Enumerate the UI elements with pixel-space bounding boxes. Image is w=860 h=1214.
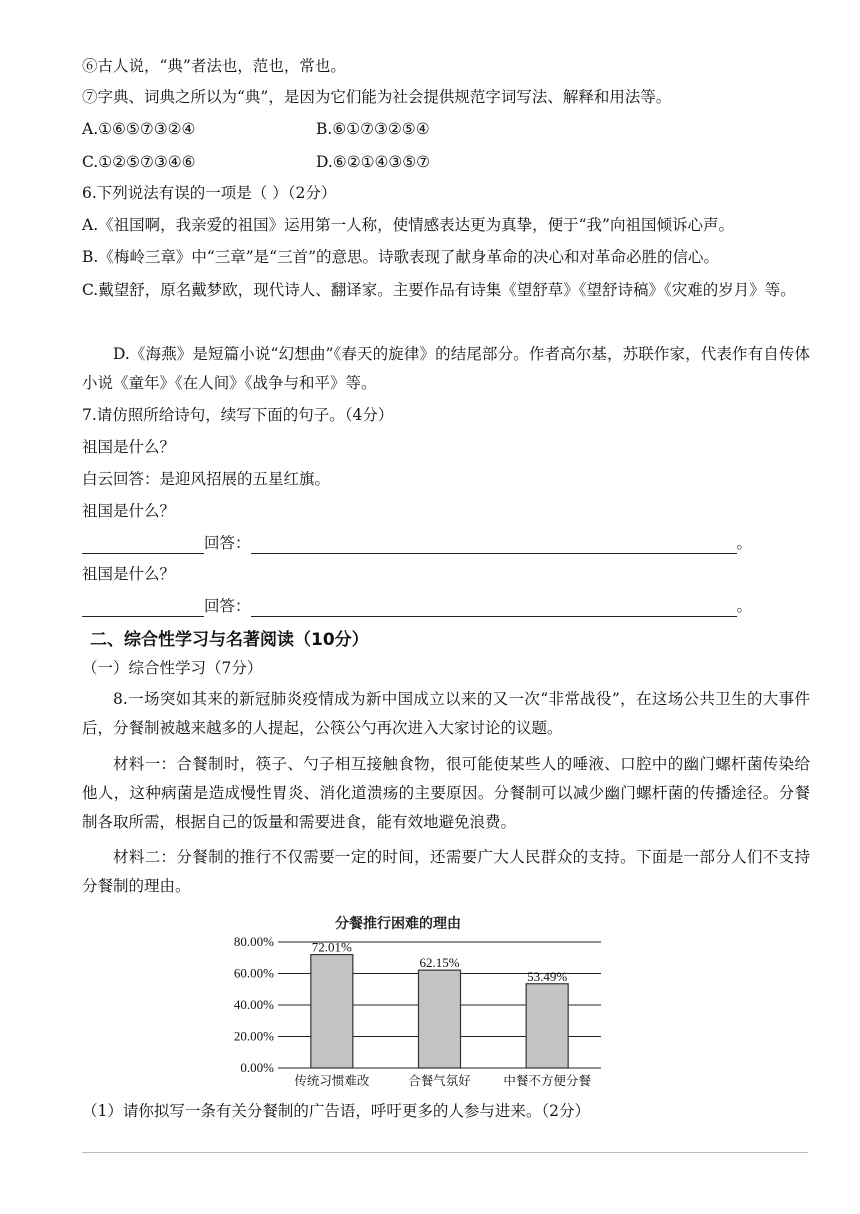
answer-blank-2[interactable] xyxy=(251,600,737,617)
y-tick-label: 80.00% xyxy=(233,934,274,949)
subject-blank-1[interactable] xyxy=(82,537,204,554)
q7-example: 白云回答：是迎风招展的五星红旗。 xyxy=(82,470,331,488)
q6-option-a: A.《祖国啊，我亲爱的祖国》运用第一人称，使情感表达更为真挚，便于“我”向祖国倾诉心声。 xyxy=(82,216,734,234)
category-label: 传统习惯难改 xyxy=(294,1073,370,1088)
q7-answer-row-1 xyxy=(82,532,752,554)
chart-title: 分餐推行困难的理由 xyxy=(335,916,461,932)
q6-option-c: C.戴望舒，原名戴梦欧，现代诗人、翻译家。主要作品有诗集《望舒草》《望舒诗稿》《灾难的岁月》等。 xyxy=(82,281,796,299)
q7-ask-3: 祖国是什么？ xyxy=(82,565,176,583)
q5-option-b: B.⑥①⑦③②⑤④ xyxy=(316,120,430,138)
value-label: 53.49% xyxy=(527,968,568,984)
bar xyxy=(526,984,568,1068)
item-6: ⑥古人说，“典”者法也，范也，常也。 xyxy=(82,57,346,75)
answer-end-1: 。 xyxy=(736,534,753,552)
material-1: 材料一：合餐制时，筷子、勺子相互接触食物，很可能使某些人的唾液、口腔中的幽门螺杆菌传染给他人，这种病菌是造成慢性胃炎、消化道溃疡的主要原因。分餐制可以减少幽门螺杆菌的传播途径。分餐制各取所需，根据自己的饭量和需要进食，能有效地避免浪费。 xyxy=(82,755,810,831)
q6-option-b: B.《梅岭三章》中“三章”是“三首”的意思。诗歌表现了献身革命的决心和对革命必胜的信心。 xyxy=(82,248,720,266)
q6-option-d: D.《海燕》是短篇小说“幻想曲”《春天的旋律》的结尾部分。作者高尔基，苏联作家，代表作有自传体小说《童年》《在人间》《战争与和平》等。 xyxy=(82,345,810,392)
y-tick-label: 60.00% xyxy=(233,965,274,981)
q8-intro: 8.一场突如其来的新冠肺炎疫情成为新中国成立以来的又一次“非常战役”，在这场公共卫生的大事件后，分餐制被越来越多的人提起，公筷公勺再次进入大家讨论的议题。 xyxy=(82,690,810,737)
q7-ask-2: 祖国是什么？ xyxy=(82,502,176,520)
q5-option-c: C.①②⑤⑦③④⑥ xyxy=(82,153,196,171)
item-7: ⑦字典、词典之所以为“典”，是因为它们能为社会提供规范字词写法、解释和用法等。 xyxy=(82,88,672,106)
answer-end-2: 。 xyxy=(736,597,753,615)
bar-chart xyxy=(186,902,636,1088)
value-label: 62.15% xyxy=(419,955,460,971)
answer-label-1: 回答： xyxy=(204,534,251,552)
q5-option-d: D.⑥②①④③⑤⑦ xyxy=(316,153,431,171)
answer-blank-1[interactable] xyxy=(251,537,737,554)
y-tick-label: 40.00% xyxy=(233,997,274,1012)
q8-1-prompt: （1）请你拟写一条有关分餐制的广告语，呼吁更多的人参与进来。（2分） xyxy=(82,1102,590,1120)
q7-answer-row-2 xyxy=(82,595,752,617)
answer-line-q8-1[interactable] xyxy=(82,1152,808,1153)
category-label: 中餐不方便分餐 xyxy=(503,1073,591,1088)
q5-option-a: A.①⑥⑤⑦③②④ xyxy=(82,120,196,138)
q7-stem: 7.请仿照所给诗句，续写下面的句子。（4分） xyxy=(82,406,394,424)
value-label: 72.01% xyxy=(311,939,352,955)
answer-label-2: 回答： xyxy=(204,597,251,615)
section-2-title: 二、综合性学习与名著阅读（10分） xyxy=(90,630,369,650)
material-2: 材料二：分餐制的推行不仅需要一定的时间，还需要广大人民群众的支持。下面是一部分人们不支持分餐制的理由。 xyxy=(82,848,810,895)
category-label: 合餐气氛好 xyxy=(408,1073,471,1088)
bar xyxy=(419,970,461,1068)
y-tick-label: 20.00% xyxy=(233,1028,274,1044)
q7-ask-1: 祖国是什么？ xyxy=(82,438,176,456)
bar xyxy=(311,955,353,1068)
subject-blank-2[interactable] xyxy=(82,600,204,617)
q6-stem: 6.下列说法有误的一项是（ ）（2分） xyxy=(82,184,337,202)
subsection-1-title: （一）综合性学习（7分） xyxy=(82,659,263,677)
y-tick-label: 0.00% xyxy=(240,1060,274,1075)
category-labels xyxy=(294,1073,591,1088)
